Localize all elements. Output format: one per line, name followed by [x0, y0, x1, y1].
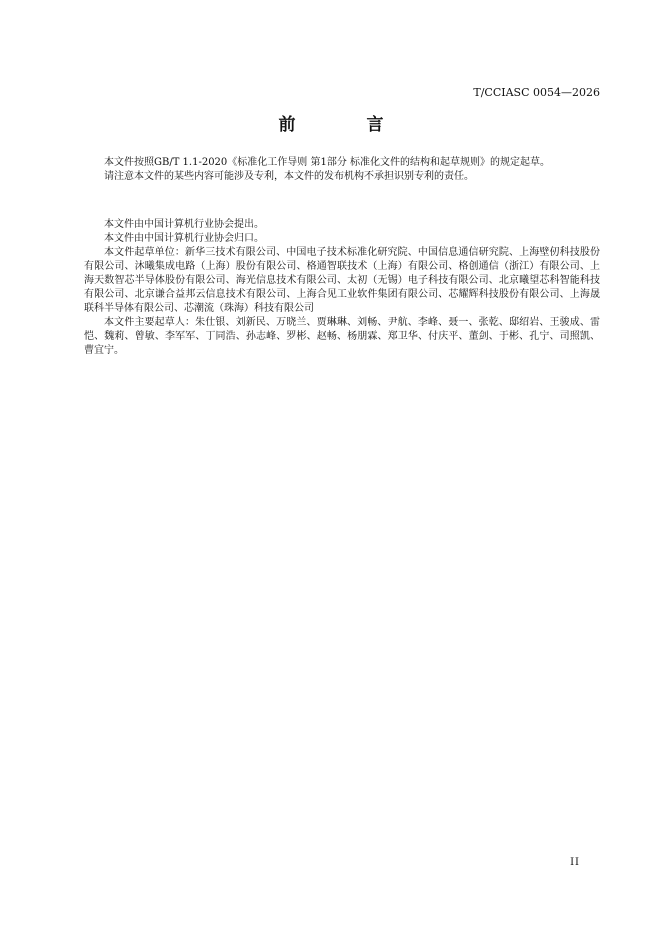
preface-section-drafting	[84, 156, 600, 184]
main-drafters-paragraph: 本文件主要起草人：朱仕银、刘新民、万晓兰、贾琳琳、刘畅、尹航、李峰、聂一、张乾、邸绍岩、王骏成、雷恺、魏莉、曾敏、李军军、丁同浩、孙志峰、罗彬、赵畅、杨朋霖、郑卫华、付庆平、董剑、于彬、孔宁、司照凯、曹宜宁。	[84, 317, 600, 356]
drafting-rule-paragraph: 本文件按照GB/T 1.1-2020《标准化工作导则 第1部分 标准化文件的结构和起草规则》的规定起草。	[104, 157, 551, 168]
patent-notice-paragraph: 请注意本文件的某些内容可能涉及专利，本文件的发布机构不承担识别专利的责任。	[104, 171, 474, 182]
page-number: II	[570, 857, 580, 868]
proposed-by-paragraph: 本文件由中国计算机行业协会提出。	[104, 219, 264, 230]
page-title: 前 言	[278, 115, 411, 135]
managed-by-paragraph: 本文件由中国计算机行业协会归口。	[104, 233, 264, 244]
preface-section-organizations	[84, 218, 600, 358]
drafting-units-paragraph: 本文件起草单位：新华三技术有限公司、中国电子技术标准化研究院、中国信息通信研究院、上海壁仞科技股份有限公司、沐曦集成电路（上海）股份有限公司、格通智联技术（上海）有限公司、格创通信（浙江）有限公司、上海天数智芯半导体股份有限公司、海光信息技术有限公司、太初（无锡）电子科技有限公司、北京曦望芯科智能科技有限公司、北京谦合益邦云信息技术有限公司、上海合见工业软件集团有限公司、芯耀辉科技股份有限公司、上海晟联科半导体有限公司、芯潮流（珠海）科技有限公司	[84, 247, 600, 314]
document-code: T/CCIASC 0054—2026	[473, 86, 600, 99]
